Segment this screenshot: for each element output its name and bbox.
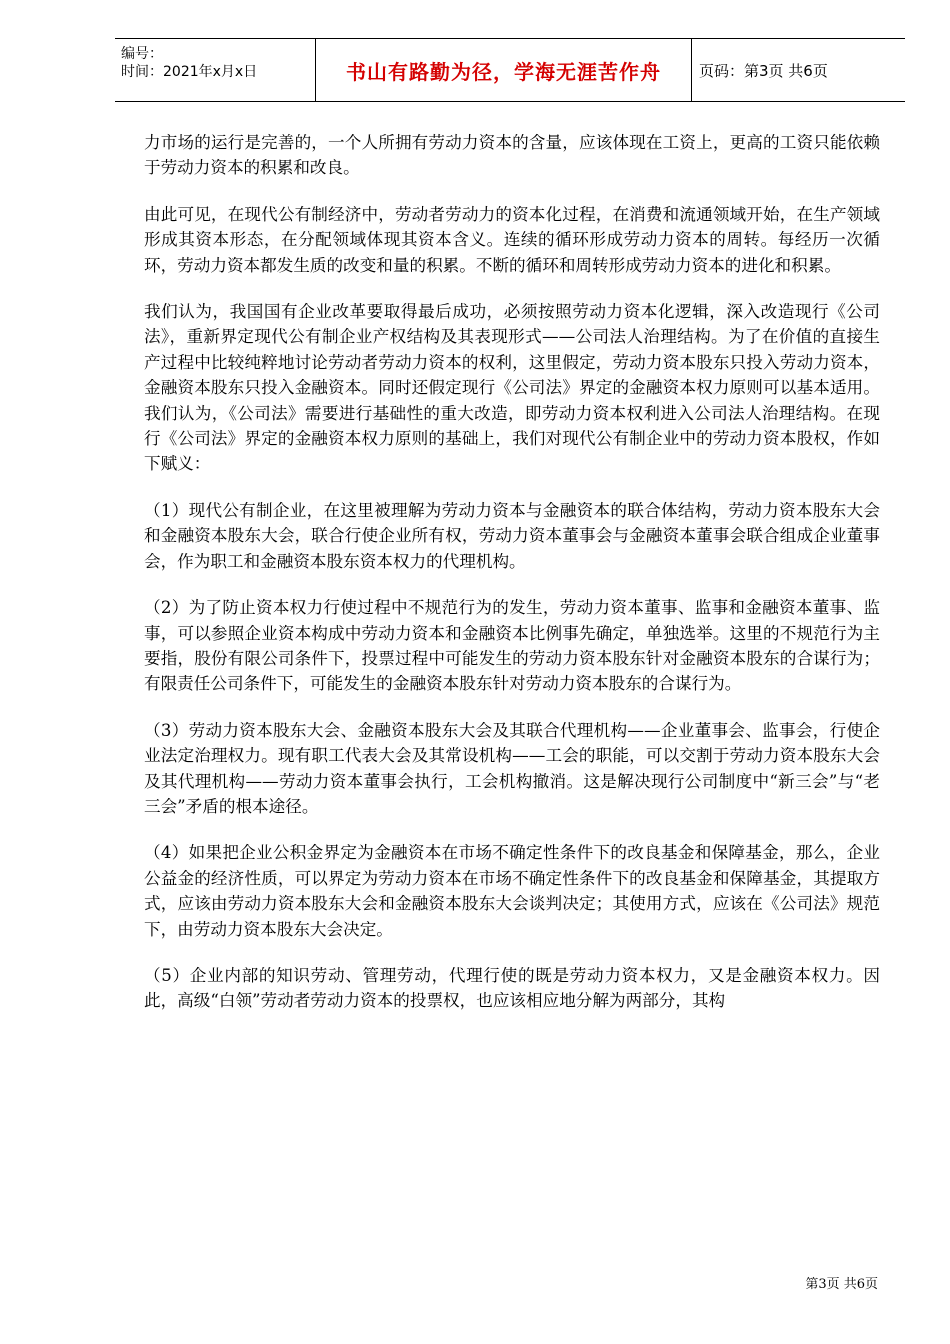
header-meta	[115, 39, 315, 101]
paragraph: （5）企业内部的知识劳动、管理劳动，代理行使的既是劳动力资本权力，又是金融资本权力。因此，高级“白领”劳动者劳动力资本的投票权，也应该相应地分解为两部分，其构	[144, 965, 880, 1011]
page-header	[115, 38, 905, 102]
paragraph: （2）为了防止资本权力行使过程中不规范行为的发生，劳动力资本董事、监事和金融资本董事、监事，可以参照企业资本构成中劳动力资本和金融资本比例事先确定，单独选举。这里的不规范行为主要指，股份有限公司条件下，投票过程中可能发生的劳动力资本股东针对金融资本股东的合谋行为；有限责任公司条件下，可能发生的金融资本股东针对劳动力资本股东的合谋行为。	[144, 598, 880, 694]
paragraph: 由此可见，在现代公有制经济中，劳动者劳动力的资本化过程，在消费和流通领域开始，在生产领域形成其资本形态，在分配领域体现其资本含义。连续的循环形成劳动力资本的周转。每经历一次循环，劳动力资本都发生质的改变和量的积累。不断的循环和周转形成劳动力资本的进化和积累。	[144, 204, 880, 275]
paragraph: （3）劳动力资本股东大会、金融资本股东大会及其联合代理机构——企业董事会、监事会，行使企业法定治理权力。现有职工代表大会及其常设机构——工会的职能，可以交割于劳动力资本股东大会及其代理机构——劳动力资本董事会执行，工会机构撤消。这是解决现行公司制度中“新三会”与“老三会”矛盾的根本途径。	[144, 720, 880, 816]
motto-text: 书山有路勤为径，学海无涯苦作舟	[346, 59, 661, 84]
paragraph: （4）如果把企业公积金界定为金融资本在市场不确定性条件下的改良基金和保障基金，那么，企业公益金的经济性质，可以界定为劳动力资本在市场不确定性条件下的改良基金和保障基金，其提取方式，应该由劳动力资本股东大会和金融资本股东大会谈判决定；其使用方式，应该在《公司法》规范下，由劳动力资本股东大会决定。	[144, 843, 880, 939]
page-footer: 第3页 共6页	[805, 1277, 878, 1292]
time-label: 时间：2021年x月x日	[121, 64, 258, 80]
number-label: 编号：	[121, 46, 163, 62]
page-code: 页码：第3页 共6页	[699, 61, 828, 80]
paragraph: 力市场的运行是完善的，一个人所拥有劳动力资本的含量，应该体现在工资上，更高的工资只能依赖于劳动力资本的积累和改良。	[144, 133, 880, 178]
paragraph: 我们认为，我国国有企业改革要取得最后成功，必须按照劳动力资本化逻辑，深入改造现行《公司法》，重新界定现代公有制企业产权结构及其表现形式——公司法人治理结构。为了在价值的直接生产过程中比较纯粹地讨论劳动者劳动力资本的权利，这里假定，劳动力资本股东只投入劳动力资本，金融资本股东只投入金融资本。同时还假定现行《公司法》界定的金融资本权力原则可以基本适用。我们认为，《公司法》需要进行基础性的重大改造，即劳动力资本权利进入公司法人治理结构。在现行《公司法》界定的金融资本权力原则的基础上，我们对现代公有制企业中的劳动力资本股权，作如下赋义：	[144, 302, 880, 474]
document-body	[144, 130, 880, 1035]
header-motto-cell	[315, 39, 692, 101]
paragraph: （1）现代公有制企业，在这里被理解为劳动力资本与金融资本的联合体结构，劳动力资本股东大会和金融资本股东大会，联合行使企业所有权，劳动力资本董事会与金融资本董事会联合组成企业董事会，作为职工和金融资本股东资本权力的代理机构。	[144, 500, 880, 571]
header-page-cell	[691, 39, 905, 101]
